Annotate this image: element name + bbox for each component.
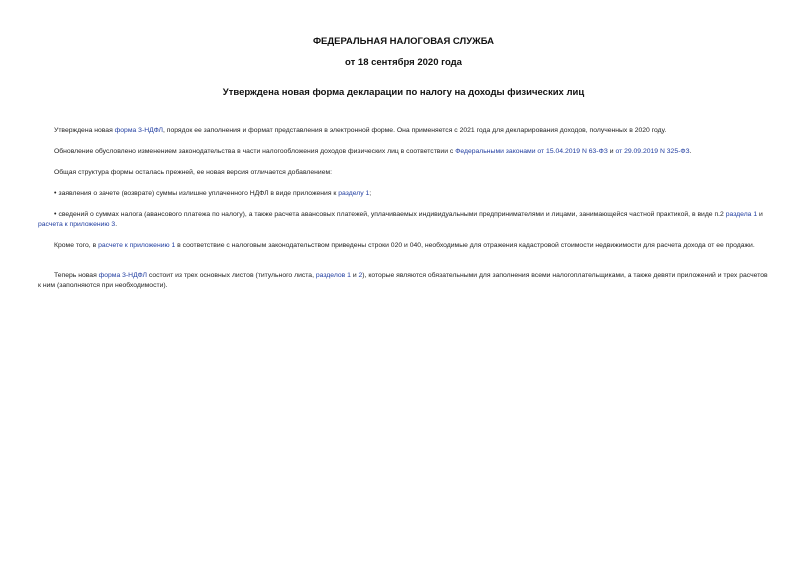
link-form-3ndfl[interactable]: форма 3-НДФЛ xyxy=(114,127,163,134)
link-form-3ndfl-2[interactable]: форма 3-НДФЛ xyxy=(98,272,147,279)
bullet-icon: • xyxy=(54,190,57,197)
date-line: от 18 сентября 2020 года xyxy=(345,57,462,68)
bullet-icon: • xyxy=(54,211,57,218)
paragraph-1: Утверждена новая форма 3-НДФЛ, порядок ее заполнения и формат представления в электронной форме. Она применяется с 2021 года для декларирования доходов, полученных в 2020 году. xyxy=(54,127,667,134)
bullet-item-2: • сведений о суммах налога (авансового платежа по налогу), а также расчета авансовых платежей, уплачиваемых индивидуальными предпринимателями и лицами, занимающейся частной практикой, в виде п.2 раздела 1 и расчета к приложению 3. xyxy=(38,211,763,228)
link-law-325fz[interactable]: от 29.09.2019 N 325-ФЗ xyxy=(615,148,690,155)
agency-title: ФЕДЕРАЛЬНАЯ НАЛОГОВАЯ СЛУЖБА xyxy=(312,36,495,47)
link-law-63fz[interactable]: Федеральными законами от 15.04.2019 N 63-ФЗ xyxy=(455,148,608,155)
paragraph-5: Теперь новая форма 3-НДФЛ состоит из трех основных листов (титульного листа, разделов 1 и 2), которые являются обязательными для заполнения всеми налогоплательщиками, а также девяти приложений и трех расчетов к ним (заполняются при необходимости). xyxy=(38,272,768,289)
bullet-item-1: • заявления о зачете (возврате) суммы излишне уплаченного НДФЛ в виде приложения к разделу 1; xyxy=(54,190,372,197)
link-section-1-p2[interactable]: раздела 1 xyxy=(725,211,758,218)
paragraph-2: Обновление обусловлено изменением законодательства в части налогообложения доходов физических лиц в соответствии с Федеральными законами от 15.04.2019 N 63-ФЗ и от 29.09.2019 N 325-ФЗ. xyxy=(54,148,692,155)
link-section-2[interactable]: 2 xyxy=(358,272,363,279)
paragraph-3: Общая структура формы осталась прежней, ее новая версия отличается добавлением: xyxy=(54,169,333,176)
link-sections-1[interactable]: разделов 1 xyxy=(315,272,351,279)
link-calc-appendix-1[interactable]: расчете к приложению 1 xyxy=(98,242,176,249)
link-section-1[interactable]: разделу 1 xyxy=(338,190,370,197)
document-title: Утверждена новая форма декларации по налогу на доходы физических лиц xyxy=(222,87,585,98)
link-calc-appendix-3[interactable]: расчета к приложению 3 xyxy=(38,221,116,228)
paragraph-4: Кроме того, в расчете к приложению 1 в соответствие с налоговым законодательством приведены строки 020 и 040, необходимые для отражения кадастровой стоимости недвижимости для расчета дохода от ее продажи. xyxy=(54,242,755,249)
